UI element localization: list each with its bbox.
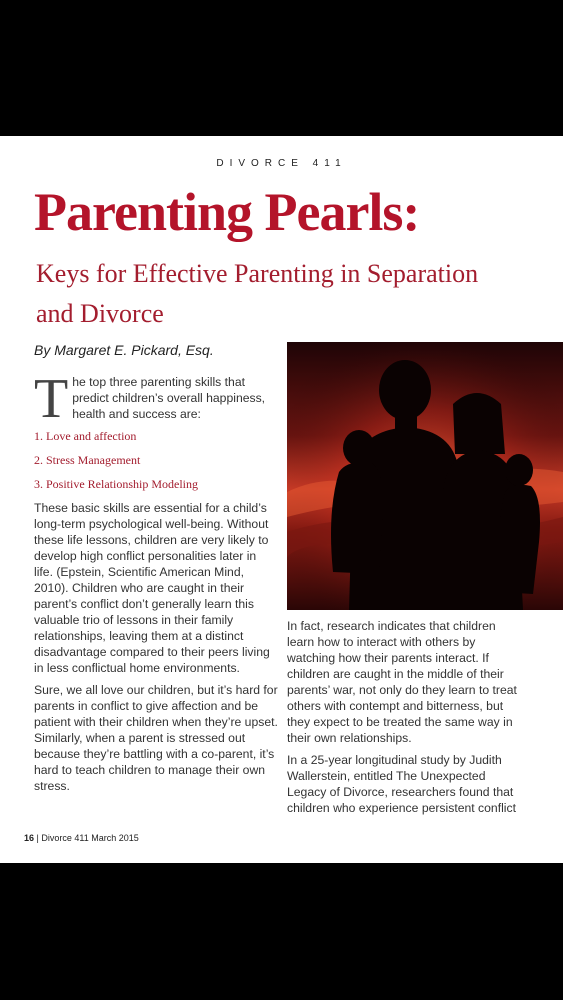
- drop-cap: T: [34, 368, 69, 430]
- magazine-page: [0, 136, 563, 863]
- pearl-item: 1. Love and affection: [34, 429, 137, 443]
- body-paragraph: In fact, research indicates that children learn how to interact with others by watching how their parents interact. If children are caught in the middle of their parents’ war, not only do they learn to treat others with contempt and bitterness, but they expect to be treated the same way in their own relationships.: [287, 619, 517, 745]
- intro-paragraph: [34, 368, 278, 430]
- pearl-item: 2. Stress Management: [34, 453, 141, 467]
- right-column: [287, 618, 517, 822]
- section-label: DIVORCE 411: [216, 158, 347, 169]
- intro-text: he top three parenting skills that predict children’s overall happiness, health and success are:: [72, 375, 266, 421]
- family-silhouette-photo: [287, 342, 563, 610]
- byline: By Margaret E. Pickard, Esq.: [34, 342, 214, 358]
- article-headline: Parenting Pearls:: [34, 182, 420, 242]
- footer-text: | Divorce 411 March 2015: [34, 833, 139, 843]
- body-paragraph: Sure, we all love our children, but it’s hard for parents in conflict to give affection and be patient with their children when they’re upset. Similarly, when a parent is stressed out because they’re battling with a co-parent, it’s hard to teach children to manage their own stress.: [34, 683, 278, 793]
- article-subtitle: Keys for Effective Parenting in Separation and Divorce: [36, 259, 479, 328]
- body-paragraph: In a 25-year longitudinal study by Judith Wallerstein, entitled The Unexpected Legacy of Divorce, researchers found that children who experience persistent conflict: [287, 753, 516, 815]
- page-number: 16: [24, 833, 35, 843]
- page-footer: [24, 833, 139, 843]
- body-paragraph: These basic skills are essential for a child’s long-term psychological well-being. Without these life lessons, children are very likely to develop high conflict personalities later in life. (Epstein, Scientific American Mind, 2010). Children who are caught in their parent’s conflict don’t generally learn this valuable trio of lessons in their family relationships, leaving them at a distinct disadvantage compared to their peers living in less conflictual home environments.: [34, 501, 270, 675]
- pearl-item: 3. Positive Relationship Modeling: [34, 477, 198, 491]
- left-column: [34, 368, 278, 800]
